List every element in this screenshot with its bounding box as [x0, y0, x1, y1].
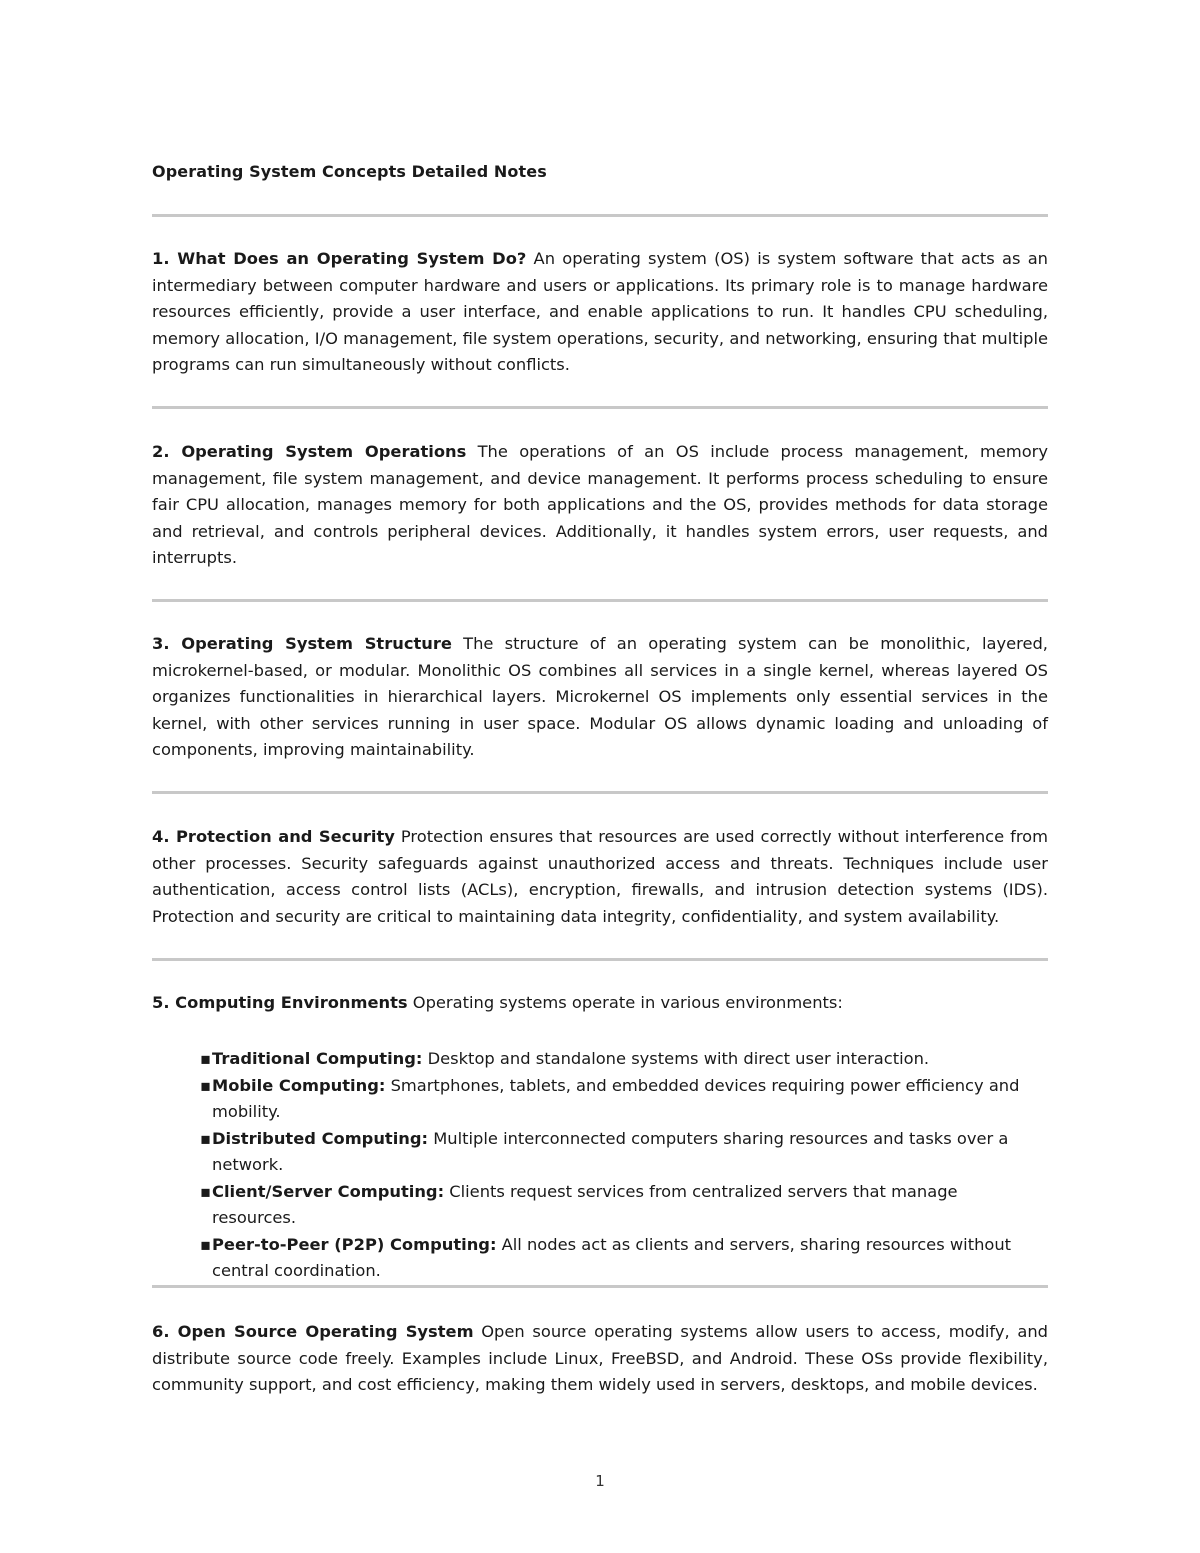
bullet-icon: ▪ [200, 1075, 212, 1095]
list-item-text: Clients request services from centralized servers that manage resources. [212, 1181, 958, 1227]
section-body: The operations of an OS include process management, memory management, file system management, and device management. It performs process scheduling to ensure fair CPU allocation, manages memory for both applications and the OS, provides methods for data storage and retrieval, and controls peripheral devices. Additionally, it handles system errors, user requests, and interrupts. [152, 442, 1048, 567]
list-item-text: All nodes act as clients and servers, sharing resources without central coordination. [212, 1234, 1012, 1280]
document-title: Operating System Concepts Detailed Notes [152, 162, 547, 181]
section-heading: 1. What Does an Operating System Do? [152, 249, 527, 268]
section-divider [152, 1285, 1048, 1288]
section-os-structure [152, 631, 1048, 764]
section-heading: 3. Operating System Structure [152, 634, 452, 653]
section-computing-environments [152, 990, 1048, 1017]
bullet-icon: ▪ [200, 1234, 212, 1254]
section-protection-security [152, 824, 1048, 930]
bullet-icon: ▪ [200, 1049, 212, 1068]
section-body: Protection ensures that resources are used correctly without interference from other processes. Security safeguards against unauthorized access and threats. Techniques include user authentication, access control lists (ACLs), encryption, firewalls, and intrusion detection systems (IDS). Protection and security are critical to maintaining data integrity, confidentiality, and system availability. [152, 827, 1048, 926]
section-os-operations [152, 439, 1048, 572]
section-body: The structure of an operating system can be monolithic, layered, microkernel-based, or modular. Monolithic OS combines all services in a single kernel, whereas layered OS organizes functionalities in hierarchical layers. Microkernel OS implements only essential services in the kernel, with other services running in user space. Modular OS allows dynamic loading and unloading of components, improving maintainability. [152, 634, 1048, 759]
section-divider [152, 599, 1048, 602]
list-item-label: Client/Server Computing: [212, 1181, 445, 1201]
page-number: 1 [595, 1472, 605, 1490]
computing-environments-list [200, 1046, 1030, 1285]
section-heading: 6. Open Source Operating System [152, 1322, 474, 1341]
list-item-text: Multiple interconnected computers sharing resources and tasks over a network. [212, 1128, 1009, 1174]
list-item-text: Smartphones, tablets, and embedded devices requiring power efficiency and mobility. [212, 1075, 1020, 1121]
section-body: An operating system (OS) is system software that acts as an intermediary between computer hardware and users or applications. Its primary role is to manage hardware resources efficiently, provide a user interface, and enable applications to run. It handles CPU scheduling, memory allocation, I/O management, file system operations, security, and networking, ensuring that multiple programs can run simultaneously without conflicts. [152, 249, 1048, 374]
section-body: Operating systems operate in various environments: [407, 993, 843, 1012]
section-divider [152, 958, 1048, 961]
list-item [200, 1179, 1030, 1232]
list-item-label: Distributed Computing: [212, 1128, 429, 1148]
section-body: Open source operating systems allow users to access, modify, and distribute source code freely. Examples include Linux, FreeBSD, and Android. These OSs provide flexibility, community support, and cost efficiency, making them widely used in servers, desktops, and mobile devices. [152, 1322, 1048, 1394]
list-item [200, 1126, 1030, 1179]
section-divider [152, 791, 1048, 794]
list-item-label: Peer-to-Peer (P2P) Computing: [212, 1234, 497, 1254]
section-heading: 5. Computing Environments [152, 993, 408, 1012]
section-divider [152, 214, 1048, 217]
list-item-label: Traditional Computing: [212, 1049, 423, 1068]
section-open-source-os [152, 1319, 1048, 1399]
list-item-text: Desktop and standalone systems with direct user interaction. [422, 1049, 930, 1068]
list-item [200, 1232, 1030, 1285]
section-divider [152, 406, 1048, 409]
list-item [200, 1073, 1030, 1126]
section-what-os-does [152, 246, 1048, 379]
bullet-icon: ▪ [200, 1128, 212, 1148]
section-heading: 4. Protection and Security [152, 827, 395, 846]
list-item [200, 1046, 1030, 1073]
list-item-label: Mobile Computing: [212, 1075, 386, 1095]
section-heading: 2. Operating System Operations [152, 442, 467, 461]
bullet-icon: ▪ [200, 1181, 212, 1201]
